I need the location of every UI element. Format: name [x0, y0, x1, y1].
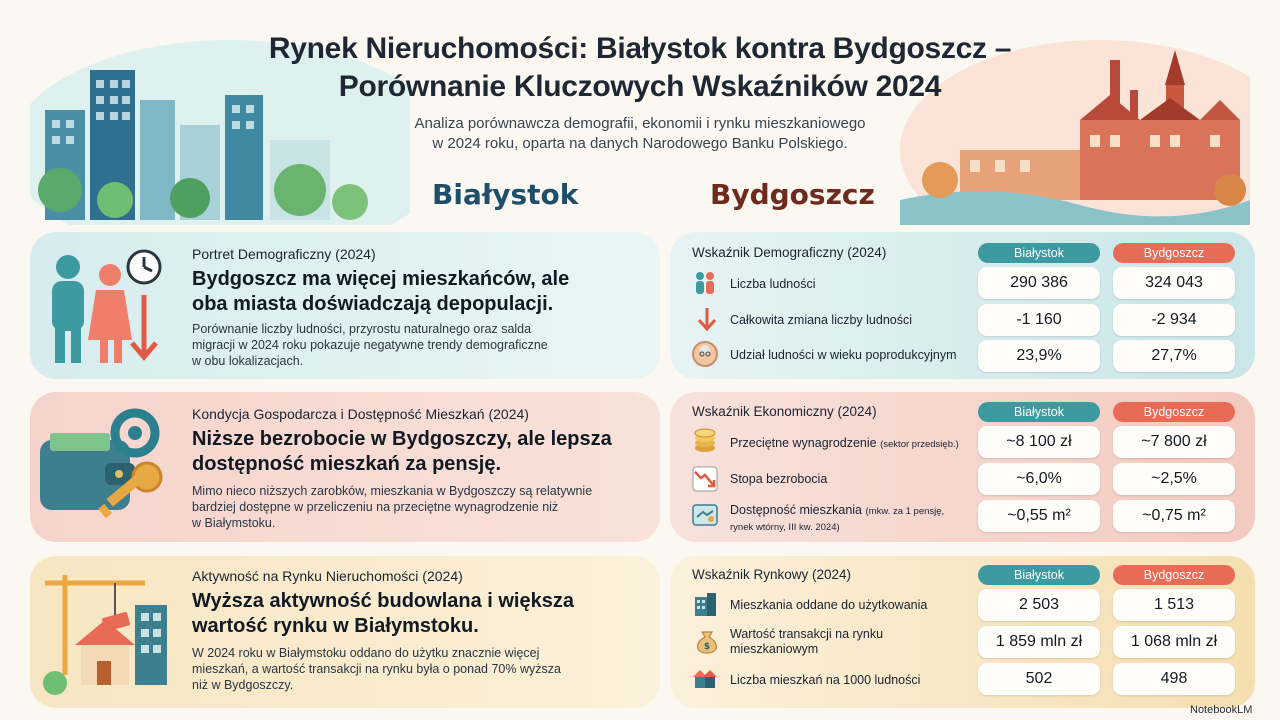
- value-bialystok: 2 503: [978, 589, 1100, 621]
- column-header-bialystok: Białystok: [978, 402, 1100, 422]
- wallet-key-gear-icon: [35, 405, 175, 530]
- section-headline: Bydgoszcz ma więcej mieszkańców, ale oba miasta doświadczają depopulacji.: [192, 268, 570, 315]
- value-bydgoszcz: 498: [1113, 663, 1235, 695]
- people-clock-icon: [40, 245, 170, 370]
- row-label: Przeciętne wynagrodzenie (sektor przedsięb.): [730, 436, 959, 450]
- column-header-bydgoszcz: Bydgoszcz: [1113, 565, 1235, 585]
- construction-crane-house-icon: [35, 565, 175, 700]
- handshake-icon: [692, 502, 718, 528]
- houses-icon: [692, 665, 718, 691]
- value-bialystok: ~6,0%: [978, 463, 1100, 495]
- row-label: Udział ludności w wieku poprodukcyjnym: [730, 348, 957, 362]
- svg-text:$: $: [703, 642, 711, 652]
- value-bydgoszcz: ~2,5%: [1113, 463, 1235, 495]
- column-header-bydgoszcz: Bydgoszcz: [1113, 402, 1235, 422]
- row-label: Dostępność mieszkania (mkw. za 1 pensję, rynek wtórny, III kw. 2024): [730, 503, 945, 533]
- row-label: Stopa bezrobocia: [730, 472, 828, 486]
- city-title-bydgoszcz: Bydgoszcz: [710, 178, 875, 211]
- value-bydgoszcz: 27,7%: [1113, 340, 1235, 372]
- table-heading: Wskaźnik Rynkowy (2024): [692, 567, 852, 582]
- value-bialystok: 23,9%: [978, 340, 1100, 372]
- coins-icon: [692, 428, 718, 454]
- value-bydgoszcz: 1 513: [1113, 589, 1235, 621]
- section-kicker: Aktywność na Rynku Nieruchomości (2024): [192, 568, 463, 584]
- money-bag-icon: [694, 628, 720, 654]
- value-bialystok: 1 859 mln zł: [978, 626, 1100, 658]
- notebooklm-logo: NotebookLM: [1190, 704, 1253, 716]
- section-description: Mimo nieco niższych zarobków, mieszkania w Bydgoszczy są relatywnie bardziej dostępne w przeliczeniu na przeciętne wynagrodzenie niż w Białymstoku.: [192, 484, 593, 530]
- value-bialystok: ~8 100 zł: [978, 426, 1100, 458]
- row-label: Wartość transakcji na rynku mieszkaniowym: [730, 627, 884, 656]
- column-header-bialystok: Białystok: [978, 243, 1100, 263]
- value-bydgoszcz: 324 043: [1113, 267, 1235, 299]
- people-icon: [692, 270, 718, 296]
- value-bydgoszcz: ~0,75 m²: [1113, 500, 1235, 532]
- arrow-down-icon: [694, 306, 720, 332]
- section-description: W 2024 roku w Białymstoku oddano do użytku znacznie więcej mieszkań, a wartość transakcji na rynku była o ponad 70% wyższa niż w Bydgoszczy.: [192, 646, 561, 692]
- section-kicker: Kondycja Gospodarcza i Dostępność Mieszkań (2024): [192, 406, 529, 422]
- column-header-bydgoszcz: Bydgoszcz: [1113, 243, 1235, 263]
- section-text-demography: [192, 246, 642, 369]
- table-heading: Wskaźnik Ekonomiczny (2024): [692, 404, 877, 419]
- section-headline: Wyższa aktywność budowlana i większa wartość rynku w Białymstoku.: [192, 590, 574, 637]
- section-headline: Niższe bezrobocie w Bydgoszczy, ale lepsza dostępność mieszkań za pensję.: [192, 428, 612, 475]
- row-label: Mieszkania oddane do użytkowania: [730, 598, 928, 612]
- value-bydgoszcz: -2 934: [1113, 304, 1235, 336]
- row-label: Liczba ludności: [730, 277, 816, 291]
- section-kicker: Portret Demograficzny (2024): [192, 246, 376, 262]
- row-label: Całkowita zmiana liczby ludności: [730, 313, 913, 327]
- elderly-person-icon: [692, 341, 718, 367]
- value-bydgoszcz: 1 068 mln zł: [1113, 626, 1235, 658]
- trend-down-icon: [692, 466, 718, 492]
- page-subtitle: Analiza porównawcza demografii, ekonomii i rynku mieszkaniowego w 2024 roku, oparta na danych Narodowego Banku Polskiego.: [414, 115, 866, 152]
- section-text-economy: [192, 406, 652, 531]
- value-bydgoszcz: ~7 800 zł: [1113, 426, 1235, 458]
- section-text-market: [192, 568, 642, 693]
- value-bialystok: ~0,55 m²: [978, 500, 1100, 532]
- city-title-bialystok: Białystok: [432, 178, 579, 211]
- table-heading: Wskaźnik Demograficzny (2024): [692, 245, 887, 260]
- column-header-bialystok: Białystok: [978, 565, 1100, 585]
- building-icon: [692, 591, 718, 617]
- row-label: Liczba mieszkań na 1000 ludności: [730, 673, 921, 687]
- value-bialystok: 502: [978, 663, 1100, 695]
- section-description: Porównanie liczby ludności, przyrostu naturalnego oraz salda migracji w 2024 roku pokazuje negatywne trendy demograficzne w obu lokalizacjach.: [192, 322, 548, 368]
- page-title: Rynek Nieruchomości: Białystok kontra Bydgoszcz – Porównanie Kluczowych Wskaźników 2024: [268, 32, 1012, 103]
- value-bialystok: -1 160: [978, 304, 1100, 336]
- value-bialystok: 290 386: [978, 267, 1100, 299]
